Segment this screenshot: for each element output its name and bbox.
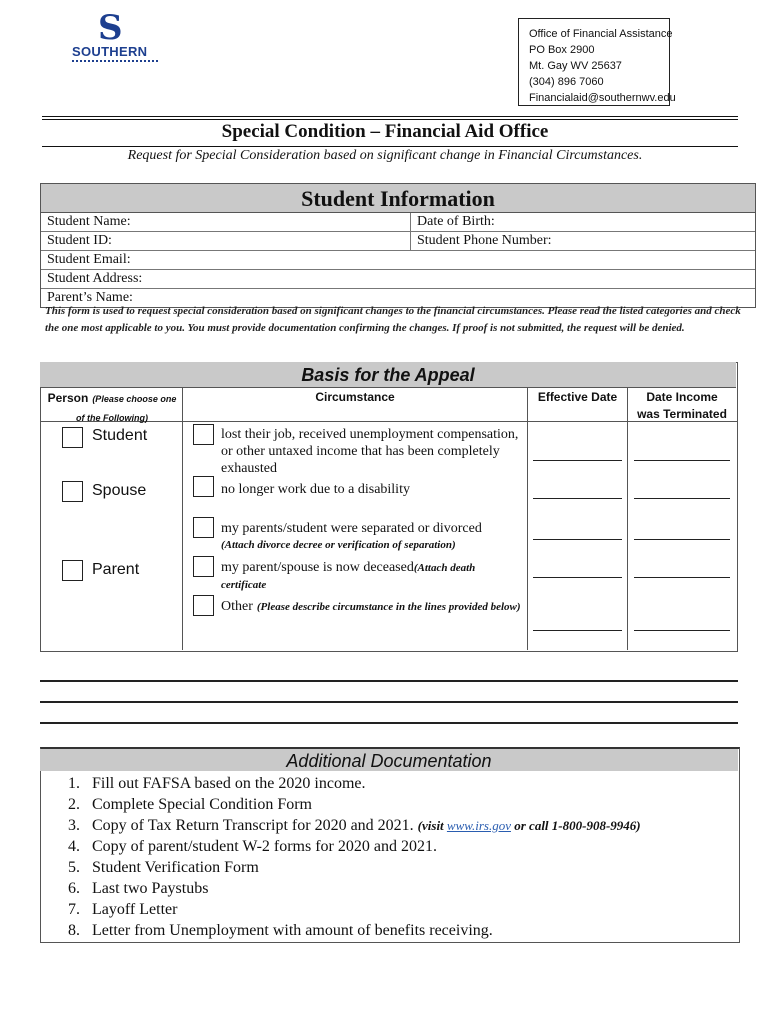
spouse-checkbox-label: Spouse — [92, 482, 147, 499]
list-number: 2. — [68, 796, 80, 813]
effective-date-line[interactable] — [533, 460, 622, 461]
effective-date-line[interactable] — [533, 577, 622, 578]
parent-name-field[interactable]: Parent’s Name: — [47, 290, 133, 305]
appeal-col-divider — [182, 387, 183, 650]
list-item — [68, 857, 641, 878]
other-note: (Please describe circumstance in the lines provided below) — [256, 601, 521, 613]
student-info-row — [41, 213, 755, 232]
termination-date-line[interactable] — [634, 498, 730, 499]
circumstance-column-header: Circumstance — [315, 390, 395, 404]
divorce-note: (Attach divorce decree or verification of separation) — [221, 539, 456, 551]
student-info-table — [40, 183, 756, 308]
contact-office: Office of Financial Assistance — [529, 28, 673, 40]
southern-logo-mark: S — [98, 8, 123, 48]
contact-phone: (304) 896 7060 — [529, 76, 604, 88]
date-income-terminated-column-header — [628, 389, 736, 423]
documentation-list — [68, 773, 641, 941]
list-number: 3. — [68, 817, 80, 834]
person-column-header — [44, 389, 180, 427]
disability-checkbox[interactable] — [193, 476, 214, 497]
deceased-label-group — [221, 559, 521, 593]
other-description-line[interactable] — [40, 722, 738, 724]
southern-logo-name: SOUTHERN — [72, 44, 148, 59]
instructions-note: This form is used to request special consideration based on significant changes to the financial circumstances. Please read the listed categories and check the one most applicable to you. You must provide documentation confirming the changes. If proof is not submitted, the request will be denied. — [45, 305, 741, 334]
effective-date-line[interactable] — [533, 539, 622, 540]
parent-checkbox-label: Parent — [92, 561, 140, 578]
other-description-line[interactable] — [40, 680, 738, 682]
list-number: 6. — [68, 880, 80, 897]
list-item — [68, 878, 641, 899]
job-loss-checkbox[interactable] — [193, 424, 214, 445]
page-title: Special Condition – Financial Aid Office — [221, 121, 549, 142]
date-of-birth-field[interactable]: Date of Birth: — [417, 214, 495, 229]
appeal-heading: Basis for the Appeal — [40, 362, 736, 388]
contact-box — [518, 18, 676, 106]
student-phone-field[interactable]: Student Phone Number: — [417, 233, 552, 248]
divorce-checkbox[interactable] — [193, 517, 214, 538]
list-text: Last two Paystubs — [92, 880, 209, 897]
title-bottom-rule — [42, 146, 738, 147]
list-number: 4. — [68, 838, 80, 855]
list-number: 5. — [68, 859, 80, 876]
contact-email[interactable]: Financialaid@southernwv.edu — [529, 92, 676, 104]
irs-note — [418, 818, 641, 833]
list-text: Layoff Letter — [92, 901, 178, 918]
list-text: Fill out FAFSA based on the 2020 income. — [92, 775, 366, 792]
deceased-label: my parent/spouse is now deceased — [221, 560, 414, 575]
termination-date-line[interactable] — [634, 460, 730, 461]
student-checkbox-label: Student — [92, 427, 148, 444]
deceased-note: (Attach death certificate — [221, 562, 476, 591]
contact-pobox: PO Box 2900 — [529, 44, 595, 56]
person-header-label: Person — [47, 391, 89, 405]
list-number: 7. — [68, 901, 80, 918]
list-text: Copy of parent/student W-2 forms for 2020 and 2021. — [92, 838, 437, 855]
parent-checkbox[interactable] — [62, 560, 83, 581]
disability-label: no longer work due to a disability — [221, 482, 410, 497]
student-email-field[interactable]: Student Email: — [47, 252, 131, 267]
appeal-col-divider — [527, 387, 528, 650]
terminated-header-line-2: was Terminated — [637, 407, 727, 421]
irs-note-post: or call 1-800-908-9946) — [510, 818, 641, 833]
list-text: Letter from Unemployment with amount of benefits receiving. — [92, 922, 493, 939]
list-item — [68, 794, 641, 815]
irs-link[interactable]: www.irs.gov — [446, 818, 511, 833]
student-info-row — [41, 251, 755, 270]
job-loss-label: lost their job, received unemployment compensation, or other untaxed income that has been completely exhausted — [221, 427, 519, 476]
other-label-group — [221, 598, 521, 615]
deceased-checkbox[interactable] — [193, 556, 214, 577]
irs-note-pre: (visit — [417, 818, 447, 833]
other-checkbox[interactable] — [193, 595, 214, 616]
student-info-row — [41, 232, 755, 251]
logo-tagline-rule — [72, 60, 158, 62]
student-info-heading: Student Information — [41, 184, 755, 213]
student-name-field[interactable]: Student Name: — [41, 213, 411, 231]
divorce-label: my parents/student were separated or divorced — [221, 521, 482, 536]
spouse-checkbox[interactable] — [62, 481, 83, 502]
title-top-rule — [42, 116, 738, 117]
title-top-rule-2 — [42, 119, 738, 120]
other-description-line[interactable] — [40, 701, 738, 703]
termination-date-line[interactable] — [634, 539, 730, 540]
effective-date-line[interactable] — [533, 498, 622, 499]
effective-date-line[interactable] — [533, 630, 622, 631]
page-subtitle: Request for Special Consideration based on significant change in Financial Circumstances. — [127, 148, 643, 163]
list-text: Copy of Tax Return Transcript for 2020 and 2021. — [92, 817, 414, 834]
other-label: Other — [221, 599, 253, 614]
list-item — [68, 836, 641, 857]
additional-documentation-heading: Additional Documentation — [40, 749, 738, 771]
list-text: Student Verification Form — [92, 859, 259, 876]
student-id-field[interactable]: Student ID: — [41, 232, 411, 250]
list-number: 8. — [68, 922, 80, 939]
student-info-row — [41, 270, 755, 289]
effective-date-column-header: Effective Date — [537, 390, 618, 404]
terminated-header-line-1: Date Income — [646, 390, 718, 404]
person-header-note: (Please choose one of the Following) — [76, 394, 177, 423]
appeal-col-divider — [627, 387, 628, 650]
list-text: Complete Special Condition Form — [92, 796, 312, 813]
list-number: 1. — [68, 775, 80, 792]
list-item — [68, 899, 641, 920]
contact-city: Mt. Gay WV 25637 — [529, 60, 622, 72]
termination-date-line[interactable] — [634, 630, 730, 631]
list-item — [68, 920, 641, 941]
list-item — [68, 815, 641, 836]
student-checkbox[interactable] — [62, 427, 83, 448]
list-item — [68, 773, 641, 794]
student-address-field[interactable]: Student Address: — [47, 271, 143, 286]
termination-date-line[interactable] — [634, 577, 730, 578]
